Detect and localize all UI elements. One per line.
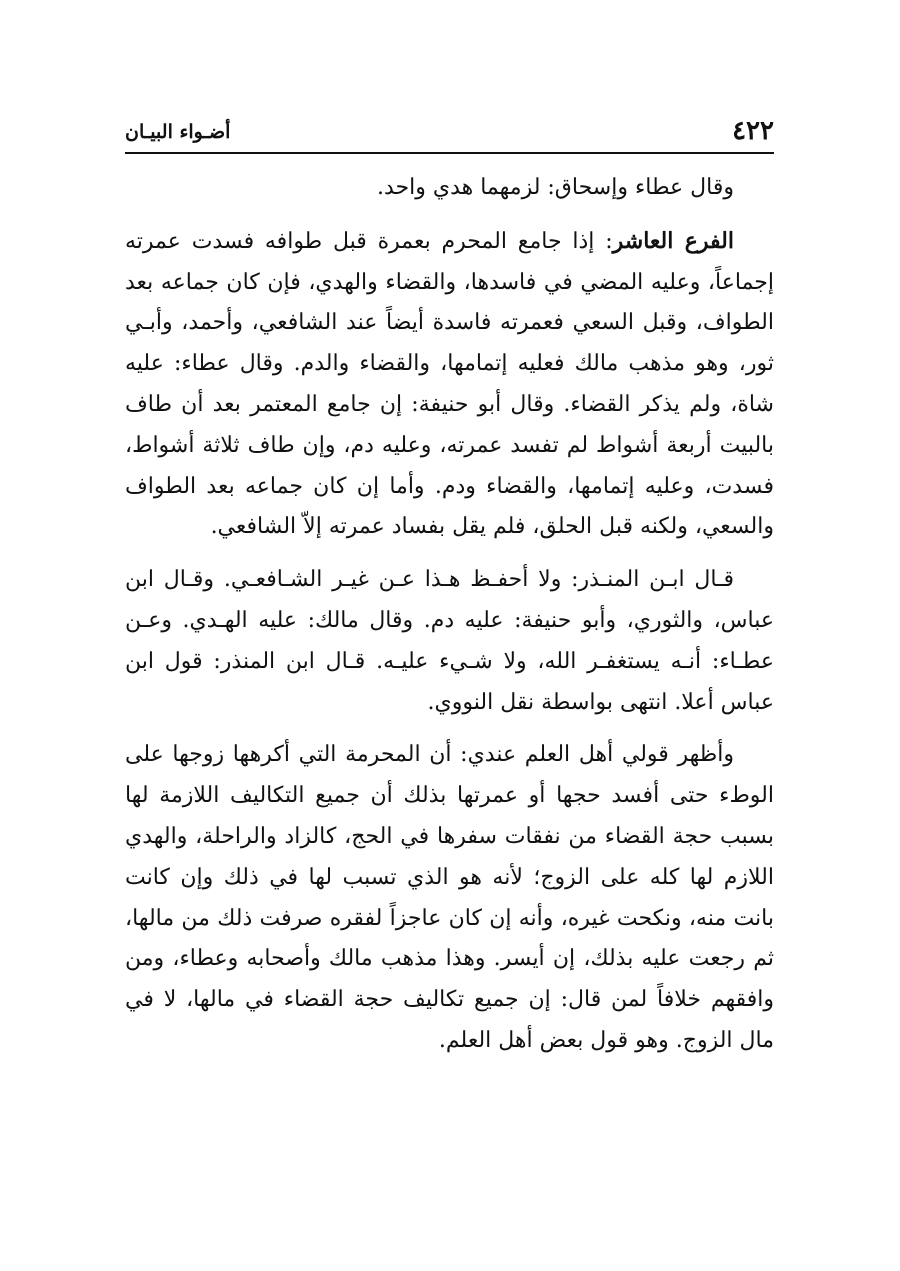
page-header [125, 112, 774, 154]
paragraph-text: وأظهر قولي أهل العلم عندي: أن المحرمة التي أكرهها زوجها على الوطء حتى أفسد حجها أو عمرتها بذلك أن جميع التكاليف اللازمة لها بسبب حجة القضاء من نفقات سفرها في الحج، كالزاد والراحلة، والهدي اللازم لها كله على الزوج؛ لأنه هو الذي تسبب لها في ذلك وإن كانت بانت منه، ونكحت غيره، وأنه إن كان عاجزاً لفقره صرفت ذلك من مالها، ثم رجعت عليه بذلك، إن أيسر. وهذا مذهب مالك وأصحابه وعطاء، ومن وافقهم خلافاً لمن قال: إن جميع تكاليف حجة القضاء في مالها، لا في مال الزوج. وهو قول بعض أهل العلم. [125, 742, 774, 1053]
paragraph [125, 168, 774, 209]
paragraph [125, 560, 774, 723]
section-heading: الفرع العاشر [612, 227, 734, 254]
page-body [125, 168, 774, 1074]
paragraph-text: قـال ابـن المنـذر: ولا أحفـظ هـذا عـن غيـر الشـافعـي. وقـال ابن عباس، والثوري، وأبو حنيفة: عليه دم. وقال مالك: عليه الهـدي. وعـن عطـاء: أنـه يستغفـر الله، ولا شـيء عليـه. قـال ابن المنذر: قول ابن عباس أعلا. انتهى بواسطة نقل النووي. [125, 567, 774, 715]
paragraph-text: : إذا جامع المحرم بعمرة قبل طوافه فسدت عمرته إجماعاً، وعليه المضي في فاسدها، والقضاء والهدي، فإن كان جماعه بعد الطواف، وقبل السعي فعمرته فاسدة أيضاً عند الشافعي، وأحمد، وأبـي ثور، وهو مذهب مالك فعليه إتمامها، والقضاء والدم. وقال عطاء: عليه شاة، ولم يذكر القضاء. وقال أبو حنيفة: إن جامع المعتمر بعد أن طاف بالبيت أربعة أشواط لم تفسد عمرته، وعليه دم، وإن طاف ثلاثة أشواط، فسدت، وعليه إتمامها، والقضاء ودم. وأما إن كان جماعه بعد الطواف والسعي، ولكنه قبل الحلق، فلم يقل بفساد عمرته إلاّ الشافعي. [125, 228, 774, 540]
page-number: ٤٢٢ [732, 116, 774, 146]
paragraph [125, 735, 774, 1061]
paragraph-text: وقال عطاء وإسحاق: لزمهما هدي واحد. [376, 175, 734, 200]
paragraph [125, 221, 774, 548]
book-title: أضـواء البيـان [125, 121, 231, 143]
